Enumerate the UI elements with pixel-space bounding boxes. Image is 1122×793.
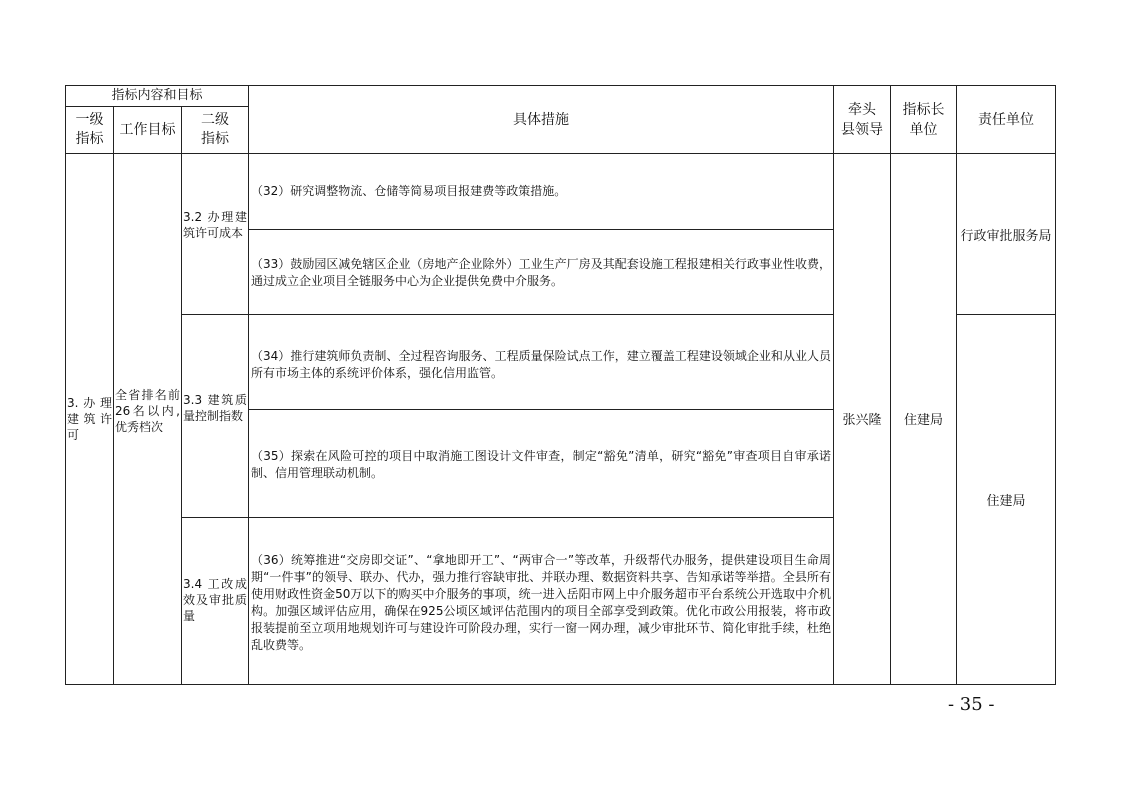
header-chief-unit: 指标长 单位 [902, 101, 945, 138]
page-number: - 35 - [948, 694, 995, 715]
measure-35: （35）探索在风险可控的项目中取消施工图设计文件审查，制定“豁免”清单，研究“豁免”审查项目自审承诺制、信用管理联动机制。 [251, 449, 831, 480]
responsible-unit-approval: 行政审批服务局 [960, 228, 1052, 244]
measure-33: （33）鼓励园区减免辖区企业（房地产企业除外）工业生产厂房及其配套设施工程报建相关行政事业性收费，通过成立企业项目全链服务中心为企业提供免费中介服务。 [251, 257, 831, 288]
measure-32: （32）研究调整物流、仓储等简易项目报建费等政策措施。 [251, 184, 567, 198]
level2-indicator-3-2: 3.2 办理建筑许可成本 [183, 210, 247, 240]
level1-indicator: 3.办理建筑许可 [67, 396, 112, 442]
work-goal: 全省排名前26名以内,优秀档次 [115, 388, 180, 434]
header-indicator-group: 指标内容和目标 [111, 88, 203, 103]
header-goal: 工作目标 [119, 122, 176, 138]
lead-county-leader: 张兴隆 [842, 412, 882, 428]
chief-unit: 住建局 [903, 412, 943, 428]
responsible-unit-housing: 住建局 [986, 493, 1026, 509]
header-level2: 二级 指标 [201, 112, 229, 147]
indicator-table [65, 85, 1056, 685]
header-responsible: 责任单位 [978, 111, 1034, 128]
header-level1: 一级 指标 [75, 112, 104, 147]
measure-36: （36）统筹推进“交房即交证”、“拿地即开工”、“两审合一”等改革，升级帮代办服务，提供建设项目生命周期“一件事”的领导、联办、代办，强力推行容缺审批、并联办理、数据资料共享、告知承诺等举措。全县所有使用财政性资金50万以下的购买中介服务的事项，统一进入岳阳市网上中介服务超市平台系统公开选取中介机构。加强区域评估应用，确保在925公顷区域评估范围内的项目全部享受到政策。优化市政公用报装，将市政报装提前至立项用地规划许可与建设许可阶段办理，实行一窗一网办理，减少审批环节、简化审批手续，杜绝乱收费等。 [251, 553, 831, 652]
header-leader: 牵头 县领导 [841, 101, 883, 138]
level2-indicator-3-3: 3.3 建筑质量控制指数 [183, 393, 247, 423]
measure-34: （34）推行建筑师负责制、全过程咨询服务、工程质量保险试点工作，建立覆盖工程建设领域企业和从业人员所有市场主体的系统评价体系，强化信用监管。 [251, 349, 831, 380]
level2-indicator-3-4: 3.4 工改成效及审批质量 [183, 577, 247, 623]
header-measures: 具体措施 [513, 111, 569, 128]
